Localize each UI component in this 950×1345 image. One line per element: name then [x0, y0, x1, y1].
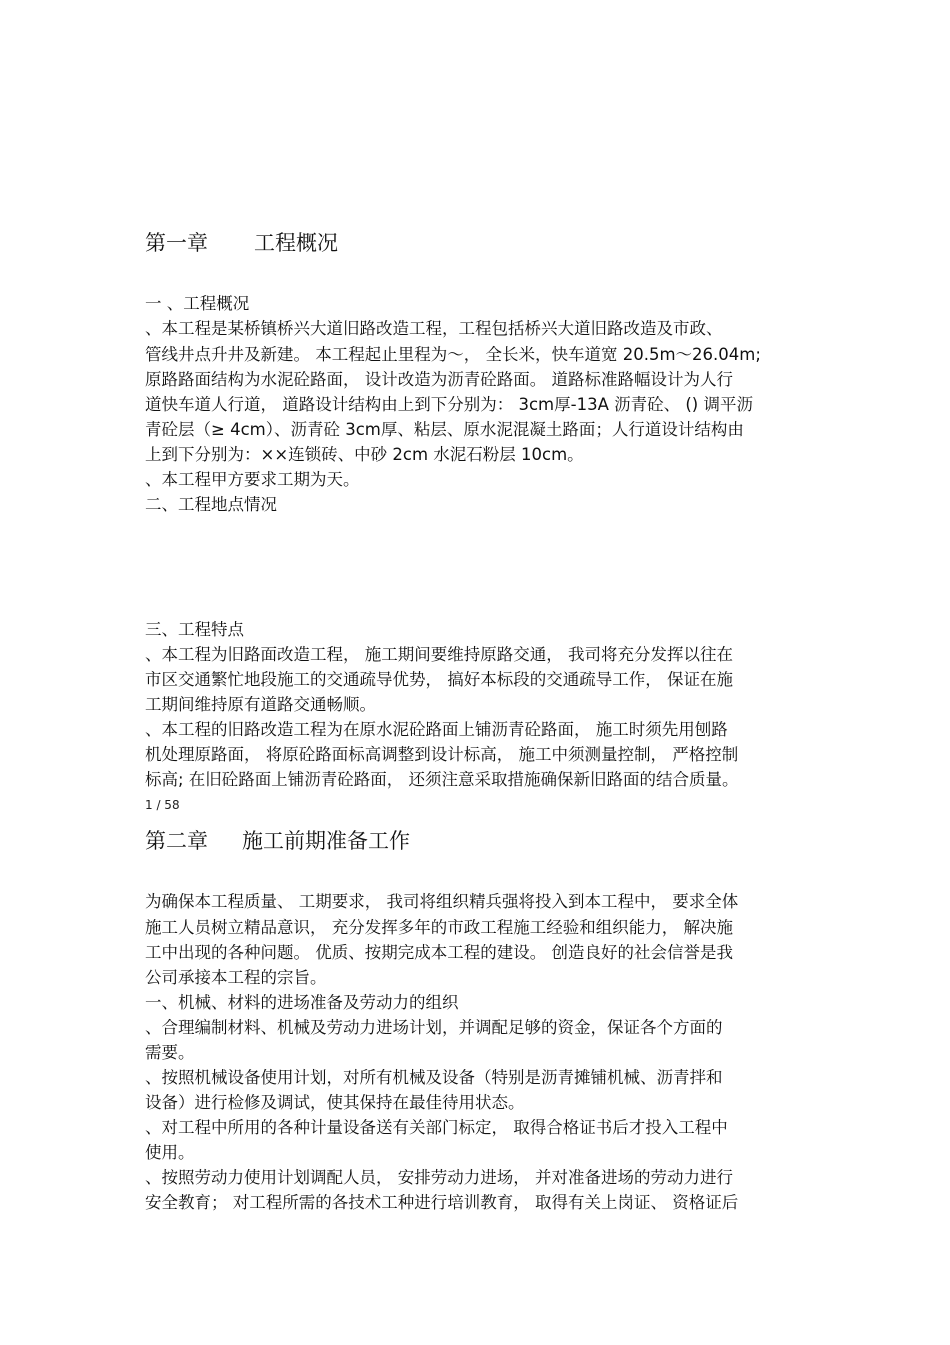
page-number: 1 / 58	[145, 798, 180, 812]
paragraph-line: 需要。	[145, 1043, 195, 1062]
paragraph-line: 、本工程甲方要求工期为天。	[145, 470, 360, 489]
paragraph-line: 、本工程的旧路改造工程为在原水泥砼路面上铺沥青砼路面， 施工时须先用刨路	[145, 720, 728, 739]
paragraph-line: 、按照机械设备使用计划，对所有机械及设备（特别是沥青摊铺机械、沥青拌和	[145, 1068, 723, 1087]
paragraph-line: 设备）进行检修及调试，使其保持在最佳待用状态。	[145, 1093, 525, 1112]
section-2-heading: 二、工程地点情况	[145, 495, 277, 514]
chapter-2-title	[145, 827, 410, 855]
paragraph-line: 施工人员树立精品意识， 充分发挥多年的市政工程施工经验和组织能力， 解决施	[145, 918, 733, 937]
paragraph-line: 公司承接本工程的宗旨。	[145, 968, 327, 987]
paragraph-line: 机处理原路面， 将原砼路面标高调整到设计标高， 施工中须测量控制， 严格控制	[145, 745, 739, 764]
chapter-2-name: 施工前期准备工作	[242, 829, 410, 853]
paragraph-line: 道快车道人行道， 道路设计结构由上到下分别为： 3cm厚-13A 沥青砼、 () 调平沥	[145, 395, 753, 414]
section-3-heading: 三、工程特点	[145, 620, 244, 639]
paragraph-line: 、本工程是某桥镇桥兴大道旧路改造工程，工程包括桥兴大道旧路改造及市政、	[145, 319, 723, 338]
paragraph-line: 工中出现的各种问题。 优质、按期完成本工程的建设。 创造良好的社会信誉是我	[145, 943, 733, 962]
chapter-2-label: 第二章	[145, 829, 208, 853]
paragraph-line: 原路路面结构为水泥砼路面， 设计改造为沥青砼路面。 道路标准路幅设计为人行	[145, 370, 733, 389]
paragraph-line: 市区交通繁忙地段施工的交通疏导优势， 搞好本标段的交通疏导工作， 保证在施	[145, 670, 733, 689]
paragraph-line: 管线井点升井及新建。 本工程起止里程为～， 全长米，快车道宽 20.5m～26.04m;	[145, 345, 761, 364]
paragraph-line: 上到下分别为：××连锁砖、中砂 2cm 水泥石粉层 10cm。	[145, 445, 584, 464]
paragraph-line: 安全教育； 对工程所需的各技术工种进行培训教育， 取得有关上岗证、 资格证后	[145, 1193, 739, 1212]
paragraph-line: 、本工程为旧路面改造工程， 施工期间要维持原路交通， 我司将充分发挥以往在	[145, 645, 733, 664]
paragraph-line: 工期间维持原有道路交通畅顺。	[145, 695, 376, 714]
paragraph-line: 使用。	[145, 1143, 195, 1162]
paragraph-line: 、按照劳动力使用计划调配人员， 安排劳动力进场， 并对准备进场的劳动力进行	[145, 1168, 733, 1187]
chapter-1-label: 第一章	[145, 231, 208, 255]
chapter-1-title	[145, 229, 338, 257]
paragraph-line: 青砼层（≥ 4cm）、沥青砼 3cm厚、粘层、原水泥混凝土路面；人行道设计结构由	[145, 420, 744, 439]
paragraph-line: 、合理编制材料、机械及劳动力进场计划，并调配足够的资金，保证各个方面的	[145, 1018, 723, 1037]
paragraph-line: 标高; 在旧砼路面上铺沥青砼路面， 还须注意采取措施确保新旧路面的结合质量。	[145, 770, 739, 789]
section-1-heading: 一 、工程概况	[145, 294, 250, 313]
chapter-1-name: 工程概况	[254, 231, 338, 255]
section-c2-1-heading: 一、机械、材料的进场准备及劳动力的组织	[145, 993, 459, 1012]
paragraph-line: 、对工程中所用的各种计量设备送有关部门标定， 取得合格证书后才投入工程中	[145, 1118, 728, 1137]
paragraph-line: 为确保本工程质量、 工期要求， 我司将组织精兵强将投入到本工程中， 要求全体	[145, 892, 739, 911]
